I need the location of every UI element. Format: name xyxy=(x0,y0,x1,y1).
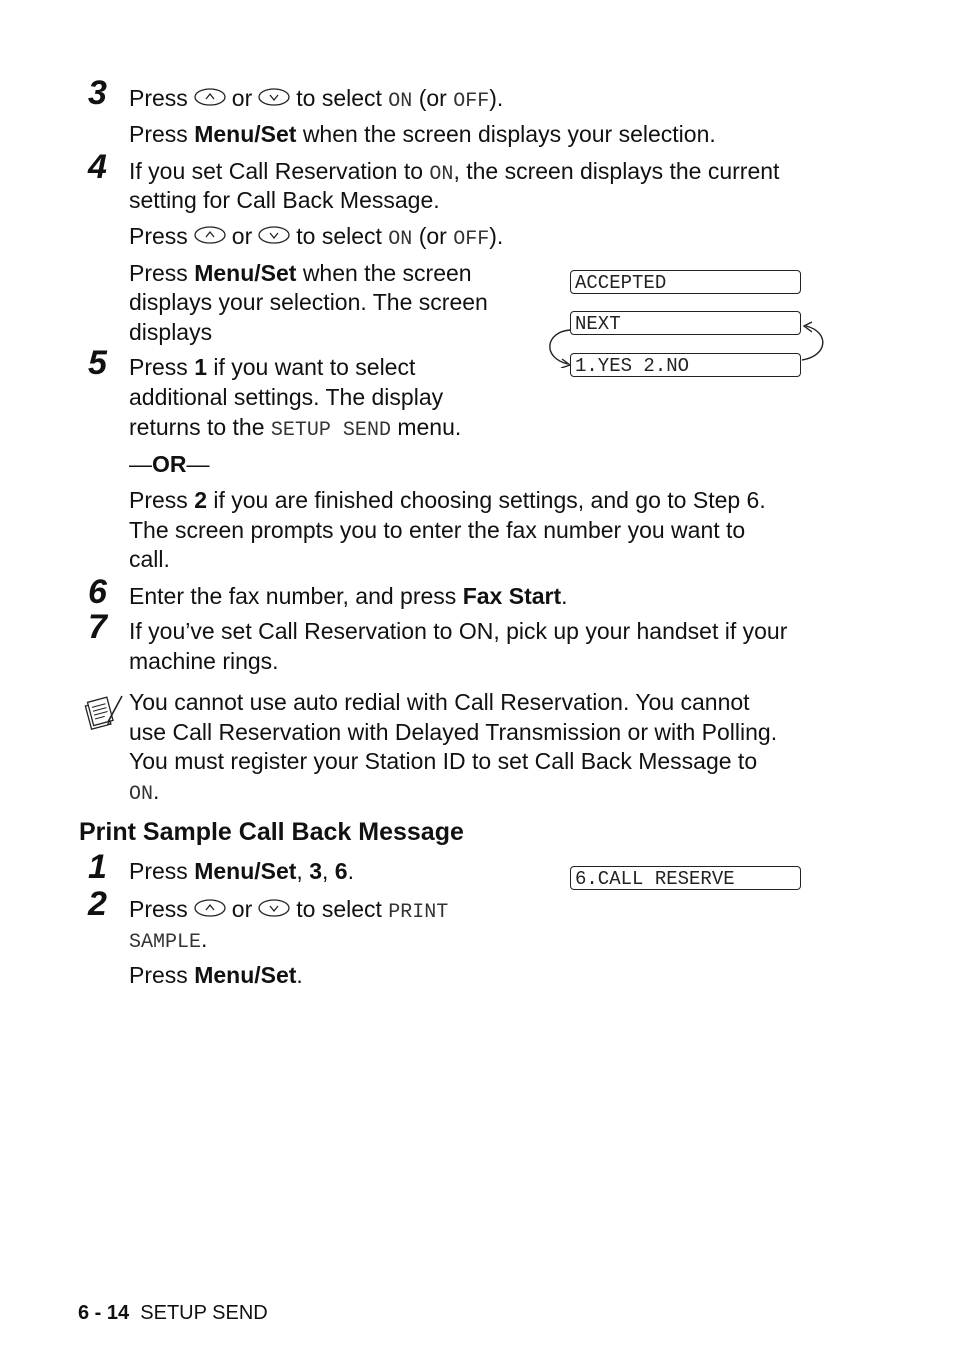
step5-line6: call. xyxy=(129,546,170,572)
text-or-open: (or xyxy=(418,85,447,111)
up-key-icon xyxy=(194,85,226,114)
print-step2-line3 xyxy=(129,961,303,990)
lcd-display-next: NEXT xyxy=(570,311,801,335)
text-or: or xyxy=(231,85,253,111)
step4-line6: displays xyxy=(129,319,213,345)
step5-line2: additional settings. The display xyxy=(129,384,444,410)
step-number-4: 4 xyxy=(88,148,107,186)
text-to-select: to select xyxy=(296,85,382,111)
step5-line3 xyxy=(129,413,461,445)
dash: — xyxy=(186,451,210,477)
text-press: Press xyxy=(129,858,188,884)
text: . xyxy=(347,858,354,884)
step4-line1 xyxy=(129,157,779,189)
text-press: Press xyxy=(129,487,188,513)
text-press: Press xyxy=(129,121,188,147)
step7-line1: If you’ve set Call Reservation to ON, pick up your handset if your xyxy=(129,618,788,644)
note-line4 xyxy=(129,777,159,809)
key-6-label: 6 xyxy=(334,858,348,884)
text: Enter the fax number, and press xyxy=(129,583,457,609)
text: If you set Call Reservation to xyxy=(129,158,424,184)
step-number-5: 5 xyxy=(88,344,107,382)
text: , xyxy=(322,858,329,884)
print-step2-line1 xyxy=(129,895,448,927)
key-3-label: 3 xyxy=(309,858,322,884)
text: if you want to select xyxy=(213,354,416,380)
down-key-icon xyxy=(258,85,290,114)
print-step1-line xyxy=(129,857,354,886)
down-key-icon xyxy=(258,223,290,252)
key-2-label: 2 xyxy=(194,487,207,513)
text-close: ). xyxy=(489,85,504,111)
text: . xyxy=(296,962,303,988)
step-number-7: 7 xyxy=(88,608,107,646)
lcd-display-call-reserve: 6.CALL RESERVE xyxy=(570,866,801,890)
menu-set-label: Menu/Set xyxy=(194,962,297,988)
cycle-arrows-icon xyxy=(540,318,830,368)
dash: — xyxy=(129,451,152,477)
text: . xyxy=(561,583,568,609)
value-on: ON xyxy=(129,783,154,806)
text: returns to the xyxy=(129,414,265,440)
step-number-6: 6 xyxy=(88,573,107,611)
text: , the screen displays the current xyxy=(453,158,780,184)
up-key-icon xyxy=(194,223,226,252)
text-press: Press xyxy=(129,354,188,380)
value-off: OFF xyxy=(453,90,490,113)
note-line2: use Call Reservation with Delayed Transmission or with Polling. xyxy=(129,719,778,745)
step5-line4 xyxy=(129,486,766,515)
step3-line1 xyxy=(129,84,503,116)
text-close: ). xyxy=(489,223,504,249)
text-or-open: (or xyxy=(418,223,447,249)
menu-set-label: Menu/Set xyxy=(194,260,297,286)
section-heading: Print Sample Call Back Message xyxy=(79,818,464,846)
step6-line xyxy=(129,582,568,611)
up-key-icon xyxy=(194,896,226,925)
menu-set-label: Menu/Set xyxy=(194,121,297,147)
text-press: Press xyxy=(129,896,188,922)
step4-line4 xyxy=(129,259,472,288)
or-separator xyxy=(129,450,210,479)
text-rest: when the screen displays your selection. xyxy=(302,121,716,147)
note-pad-icon xyxy=(82,692,126,732)
step4-line5: displays your selection. The screen xyxy=(129,289,488,315)
text: menu. xyxy=(397,414,462,440)
page-footer xyxy=(78,1301,268,1325)
value-on: ON xyxy=(429,163,454,186)
text-or: or xyxy=(231,223,253,249)
text-press: Press xyxy=(129,962,188,988)
text-to-select: to select xyxy=(296,223,382,249)
text: . xyxy=(201,926,208,952)
lcd-display-accepted: ACCEPTED xyxy=(570,270,801,294)
step5-line5: The screen prompts you to enter the fax number you want to xyxy=(129,517,746,543)
menu-set-label: Menu/Set xyxy=(194,858,297,884)
value-off: OFF xyxy=(453,228,490,251)
page-number: 6 - 14 xyxy=(78,1302,130,1324)
text-to-select: to select xyxy=(296,896,382,922)
text: when the screen xyxy=(302,260,472,286)
step4-line3 xyxy=(129,222,503,254)
step3-line2 xyxy=(129,120,716,149)
value-on: ON xyxy=(388,90,413,113)
step-number-1: 1 xyxy=(88,848,107,886)
note-line3: You must register your Station ID to set Call Back Message to xyxy=(129,748,758,774)
step7-line2: machine rings. xyxy=(129,648,279,674)
step5-line1 xyxy=(129,353,415,382)
key-1-label: 1 xyxy=(194,354,207,380)
text: if you are finished choosing settings, and go to Step 6. xyxy=(213,487,766,513)
step-number-2: 2 xyxy=(88,885,107,923)
footer-section: SETUP SEND xyxy=(140,1302,268,1324)
value-on: ON xyxy=(388,228,413,251)
step4-line2: setting for Call Back Message. xyxy=(129,187,440,213)
step-number-3: 3 xyxy=(88,74,107,112)
value-print: PRINT xyxy=(388,901,449,924)
down-key-icon xyxy=(258,896,290,925)
value-setup-send: SETUP SEND xyxy=(270,419,391,442)
note-line1: You cannot use auto redial with Call Reservation. You cannot xyxy=(129,689,750,715)
text: . xyxy=(153,778,160,804)
fax-start-label: Fax Start xyxy=(462,583,562,609)
lcd-display-yes-no: 1.YES 2.NO xyxy=(570,353,801,377)
value-sample: SAMPLE xyxy=(129,931,202,954)
text: , xyxy=(296,858,303,884)
text-press: Press xyxy=(129,223,188,249)
text-press: Press xyxy=(129,260,188,286)
text-or: or xyxy=(231,896,253,922)
or-label: OR xyxy=(152,451,187,477)
print-step2-line2 xyxy=(129,925,207,957)
text-press: Press xyxy=(129,85,188,111)
